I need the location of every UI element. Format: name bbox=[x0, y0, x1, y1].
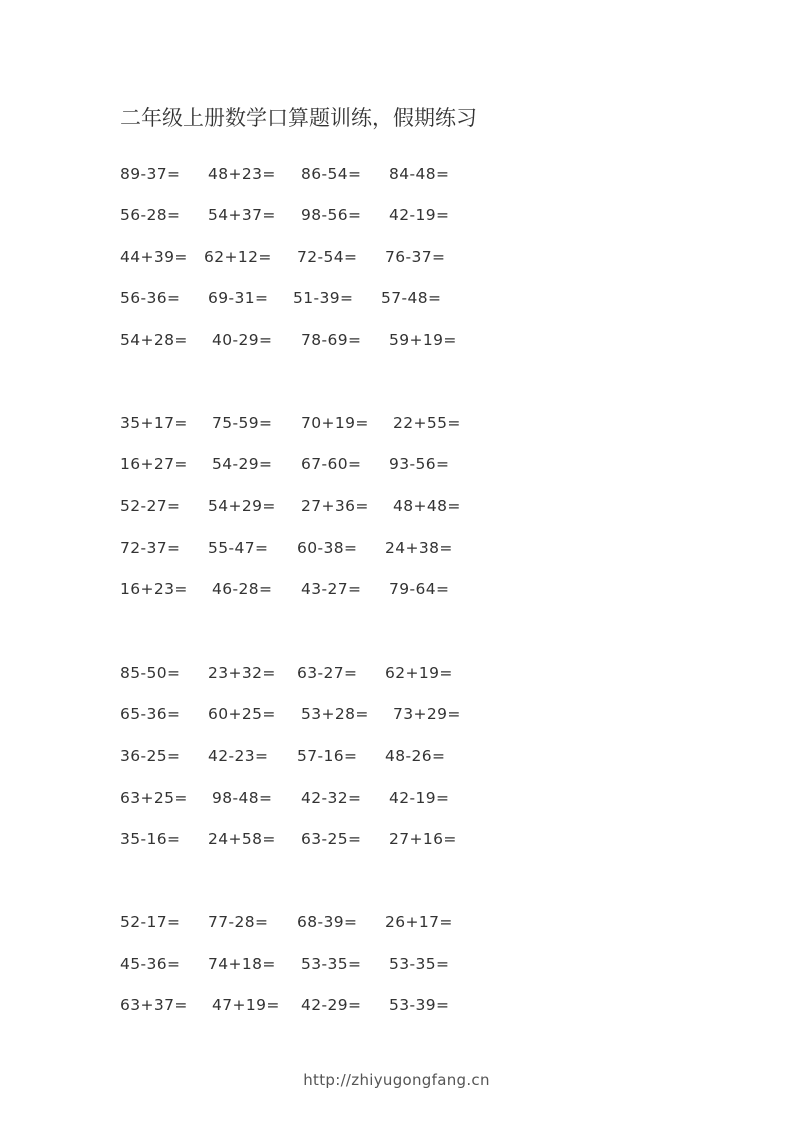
problem-row bbox=[0, 786, 793, 810]
arithmetic-problem: 42-19= bbox=[389, 206, 450, 224]
arithmetic-problem: 68-39= bbox=[297, 913, 358, 931]
arithmetic-problem: 16+23= bbox=[120, 580, 188, 598]
arithmetic-problem: 98-48= bbox=[212, 789, 273, 807]
arithmetic-problem: 40-29= bbox=[212, 331, 273, 349]
arithmetic-problem: 59+19= bbox=[389, 331, 457, 349]
arithmetic-problem: 53-35= bbox=[301, 955, 362, 973]
arithmetic-problem: 56-28= bbox=[120, 206, 181, 224]
arithmetic-problem: 23+32= bbox=[208, 664, 276, 682]
arithmetic-problem: 84-48= bbox=[389, 165, 450, 183]
arithmetic-problem: 78-69= bbox=[301, 331, 362, 349]
arithmetic-problem: 57-48= bbox=[381, 289, 442, 307]
arithmetic-problem: 53-39= bbox=[389, 996, 450, 1014]
problem-row bbox=[0, 411, 793, 435]
arithmetic-problem: 53+28= bbox=[301, 705, 369, 723]
problem-row bbox=[0, 702, 793, 726]
arithmetic-problem: 60-38= bbox=[297, 539, 358, 557]
arithmetic-problem: 67-60= bbox=[301, 455, 362, 473]
arithmetic-problem: 24+38= bbox=[385, 539, 453, 557]
problem-row bbox=[0, 452, 793, 476]
arithmetic-problem: 76-37= bbox=[385, 248, 446, 266]
arithmetic-problem: 54+28= bbox=[120, 331, 188, 349]
arithmetic-problem: 47+19= bbox=[212, 996, 280, 1014]
problem-row bbox=[0, 952, 793, 976]
arithmetic-problem: 44+39= bbox=[120, 248, 188, 266]
arithmetic-problem: 42-32= bbox=[301, 789, 362, 807]
arithmetic-problem: 63-25= bbox=[301, 830, 362, 848]
arithmetic-problem: 72-54= bbox=[297, 248, 358, 266]
problem-row bbox=[0, 245, 793, 269]
arithmetic-problem: 42-29= bbox=[301, 996, 362, 1014]
problem-row bbox=[0, 286, 793, 310]
arithmetic-problem: 35-16= bbox=[120, 830, 181, 848]
problem-row bbox=[0, 993, 793, 1017]
arithmetic-problem: 85-50= bbox=[120, 664, 181, 682]
arithmetic-problem: 35+17= bbox=[120, 414, 188, 432]
arithmetic-problem: 86-54= bbox=[301, 165, 362, 183]
problem-row bbox=[0, 203, 793, 227]
arithmetic-problem: 48+48= bbox=[393, 497, 461, 515]
arithmetic-problem: 52-17= bbox=[120, 913, 181, 931]
problem-row bbox=[0, 744, 793, 768]
arithmetic-problem: 26+17= bbox=[385, 913, 453, 931]
arithmetic-problem: 22+55= bbox=[393, 414, 461, 432]
arithmetic-problem: 27+36= bbox=[301, 497, 369, 515]
arithmetic-problem: 53-35= bbox=[389, 955, 450, 973]
arithmetic-problem: 36-25= bbox=[120, 747, 181, 765]
problem-row bbox=[0, 661, 793, 685]
arithmetic-problem: 54-29= bbox=[212, 455, 273, 473]
problem-row bbox=[0, 162, 793, 186]
arithmetic-problem: 54+29= bbox=[208, 497, 276, 515]
problem-row bbox=[0, 536, 793, 560]
footer-url: http://zhiyugongfang.cn bbox=[303, 1071, 490, 1089]
arithmetic-problem: 98-56= bbox=[301, 206, 362, 224]
arithmetic-problem: 69-31= bbox=[208, 289, 269, 307]
arithmetic-problem: 16+27= bbox=[120, 455, 188, 473]
arithmetic-problem: 51-39= bbox=[293, 289, 354, 307]
arithmetic-problem: 55-47= bbox=[208, 539, 269, 557]
arithmetic-problem: 24+58= bbox=[208, 830, 276, 848]
arithmetic-problem: 62+12= bbox=[204, 248, 272, 266]
arithmetic-problem: 42-23= bbox=[208, 747, 269, 765]
arithmetic-problem: 60+25= bbox=[208, 705, 276, 723]
arithmetic-problem: 52-27= bbox=[120, 497, 181, 515]
problem-row bbox=[0, 910, 793, 934]
arithmetic-problem: 70+19= bbox=[301, 414, 369, 432]
problem-row bbox=[0, 577, 793, 601]
arithmetic-problem: 72-37= bbox=[120, 539, 181, 557]
arithmetic-problem: 46-28= bbox=[212, 580, 273, 598]
arithmetic-problem: 62+19= bbox=[385, 664, 453, 682]
arithmetic-problem: 77-28= bbox=[208, 913, 269, 931]
arithmetic-problem: 57-16= bbox=[297, 747, 358, 765]
arithmetic-problem: 48+23= bbox=[208, 165, 276, 183]
arithmetic-problem: 73+29= bbox=[393, 705, 461, 723]
arithmetic-problem: 27+16= bbox=[389, 830, 457, 848]
arithmetic-problem: 43-27= bbox=[301, 580, 362, 598]
arithmetic-problem: 74+18= bbox=[208, 955, 276, 973]
arithmetic-problem: 79-64= bbox=[389, 580, 450, 598]
arithmetic-problem: 65-36= bbox=[120, 705, 181, 723]
arithmetic-problem: 48-26= bbox=[385, 747, 446, 765]
arithmetic-problem: 54+37= bbox=[208, 206, 276, 224]
arithmetic-problem: 89-37= bbox=[120, 165, 181, 183]
problem-row bbox=[0, 494, 793, 518]
arithmetic-problem: 63+37= bbox=[120, 996, 188, 1014]
arithmetic-problem: 56-36= bbox=[120, 289, 181, 307]
arithmetic-problem: 63+25= bbox=[120, 789, 188, 807]
arithmetic-problem: 93-56= bbox=[389, 455, 450, 473]
arithmetic-problem: 75-59= bbox=[212, 414, 273, 432]
problem-row bbox=[0, 328, 793, 352]
problem-row bbox=[0, 827, 793, 851]
arithmetic-problem: 42-19= bbox=[389, 789, 450, 807]
page-title: 二年级上册数学口算题训练，假期练习 bbox=[120, 106, 477, 130]
arithmetic-problem: 45-36= bbox=[120, 955, 181, 973]
arithmetic-problem: 63-27= bbox=[297, 664, 358, 682]
